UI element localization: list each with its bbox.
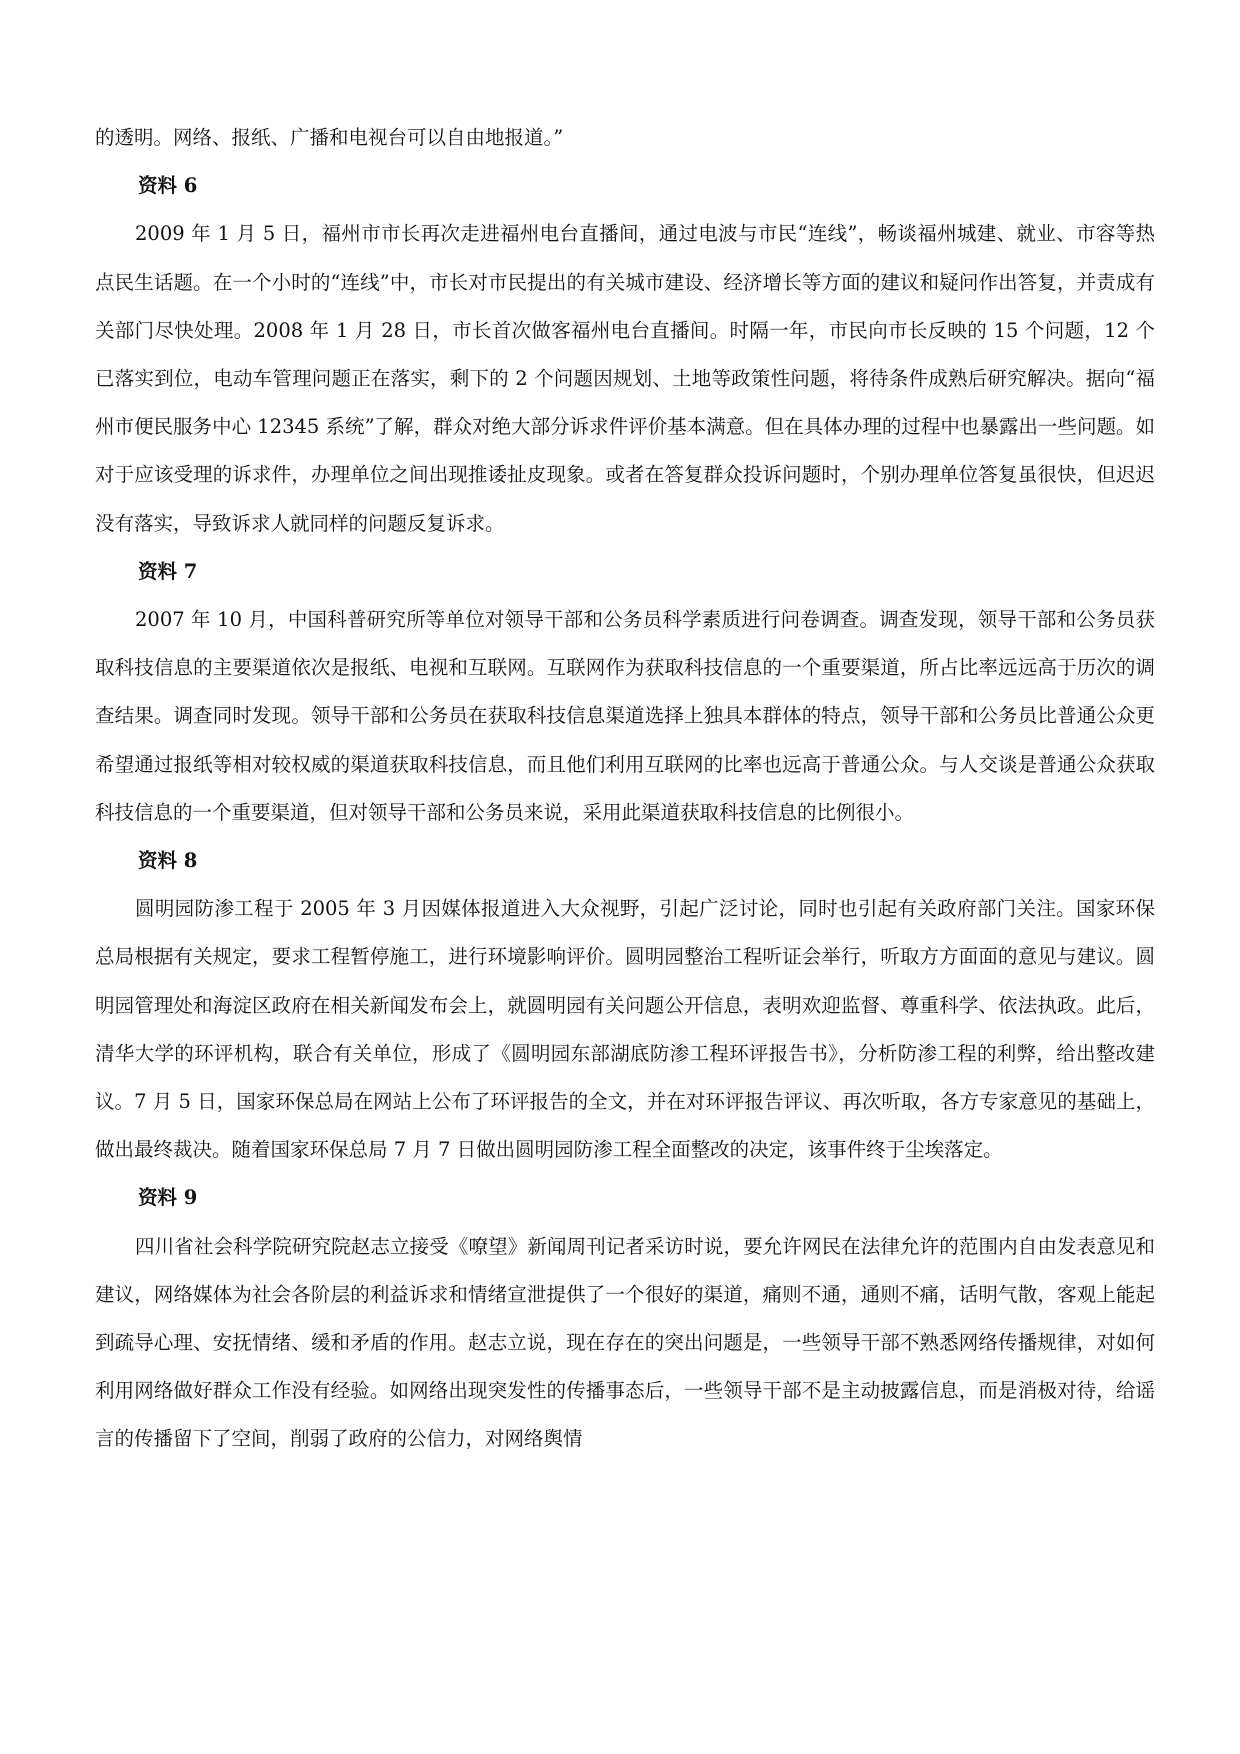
section-7: [95, 548, 1155, 837]
section-heading: 资料 7: [138, 559, 198, 583]
section-body: 圆明园防渗工程于 2005 年 3 月因媒体报道进入大众视野，引起广泛讨论，同时也引起有关政府部门关注。国家环保总局根据有关规定，要求工程暂停施工，进行环境影响评价。圆明园整治工程听证会举行，听取方方面面的意见与建议。圆明园管理处和海淀区政府在相关新闻发布会上，就圆明园有关问题公开信息，表明欢迎监督、尊重科学、依法执政。此后，清华大学的环评机构，联合有关单位，形成了《圆明园东部湖底防渗工程环评报告书》，分析防渗工程的利弊，给出整改建议。7 月 5 日，国家环保总局在网站上公布了环评报告的全文，并在对环评报告评议、再次听取，各方专家意见的基础上，做出最终裁决。随着国家环保总局 7 月 7 日做出圆明园防渗工程全面整改的决定，该事件终于尘埃落定。: [95, 897, 1155, 1162]
section-heading: 资料 8: [138, 849, 198, 873]
section-heading: 资料 9: [138, 1186, 198, 1210]
section-9: [95, 1174, 1155, 1463]
section-heading: 资料 6: [138, 174, 198, 198]
opening-paragraph: 的透明。网络、报纸、广播和电视台可以自由地报道。”: [95, 126, 564, 149]
section-8: [95, 837, 1155, 1174]
section-body: 2007 年 10 月，中国科普研究所等单位对领导干部和公务员科学素质进行问卷调查。调查发现，领导干部和公务员获取科技信息的主要渠道依次是报纸、电视和互联网。互联网作为获取科技信息的一个重要渠道，所占比率远远高于历次的调查结果。调查同时发现。领导干部和公务员在获取科技信息渠道选择上独具本群体的特点，领导干部和公务员比普通公众更希望通过报纸等相对较权威的渠道获取科技信息，而且他们利用互联网的比率也远高于普通公众。与人交谈是普通公众获取科技信息的一个重要渠道，但对领导干部和公务员来说，采用此渠道获取科技信息的比例很小。: [95, 608, 1155, 824]
section-body: 2009 年 1 月 5 日，福州市市长再次走进福州电台直播间，通过电波与市民“连线”，畅谈福州城建、就业、市容等热点民生话题。在一个小时的“连线”中，市长对市民提出的有关城市建设、经济增长等方面的建议和疑问作出答复，并责成有关部门尽快处理。2008 年 1 月 28 日，市长首次做客福州电台直播间。时隔一年，市民向市长反映的 15 个问题，12 个已落实到位，电动车管理问题正在落实，剩下的 2 个问题因规划、土地等政策性问题，将待条件成熟后研究解决。据向“福州市便民服务中心 12345 系统”了解，群众对绝大部分诉求件评价基本满意。但在具体办理的过程中也暴露出一些问题。如对于应该受理的诉求件，办理单位之间出现推诿扯皮现象。或者在答复群众投诉问题时，个别办理单位答复虽很快，但迟迟没有落实，导致诉求人就同样的问题反复诉求。: [95, 222, 1155, 535]
document-page: [95, 114, 1155, 1464]
section-body: 四川省社会科学院研究院赵志立接受《嘹望》新闻周刊记者采访时说，要允许网民在法律允许的范围内自由发表意见和建议，网络媒体为社会各阶层的利益诉求和情绪宣泄提供了一个很好的渠道，痛则不通，通则不痛，话明气散，客观上能起到疏导心理、安抚情绪、缓和矛盾的作用。赵志立说，现在存在的突出问题是，一些领导干部不熟悉网络传播规律，对如何利用网络做好群众工作没有经验。如网络出现突发性的传播事态后，一些领导干部不是主动披露信息，而是消极对待，给谣言的传播留下了空间，削弱了政府的公信力，对网络舆情: [95, 1234, 1155, 1451]
section-6: [95, 162, 1155, 548]
